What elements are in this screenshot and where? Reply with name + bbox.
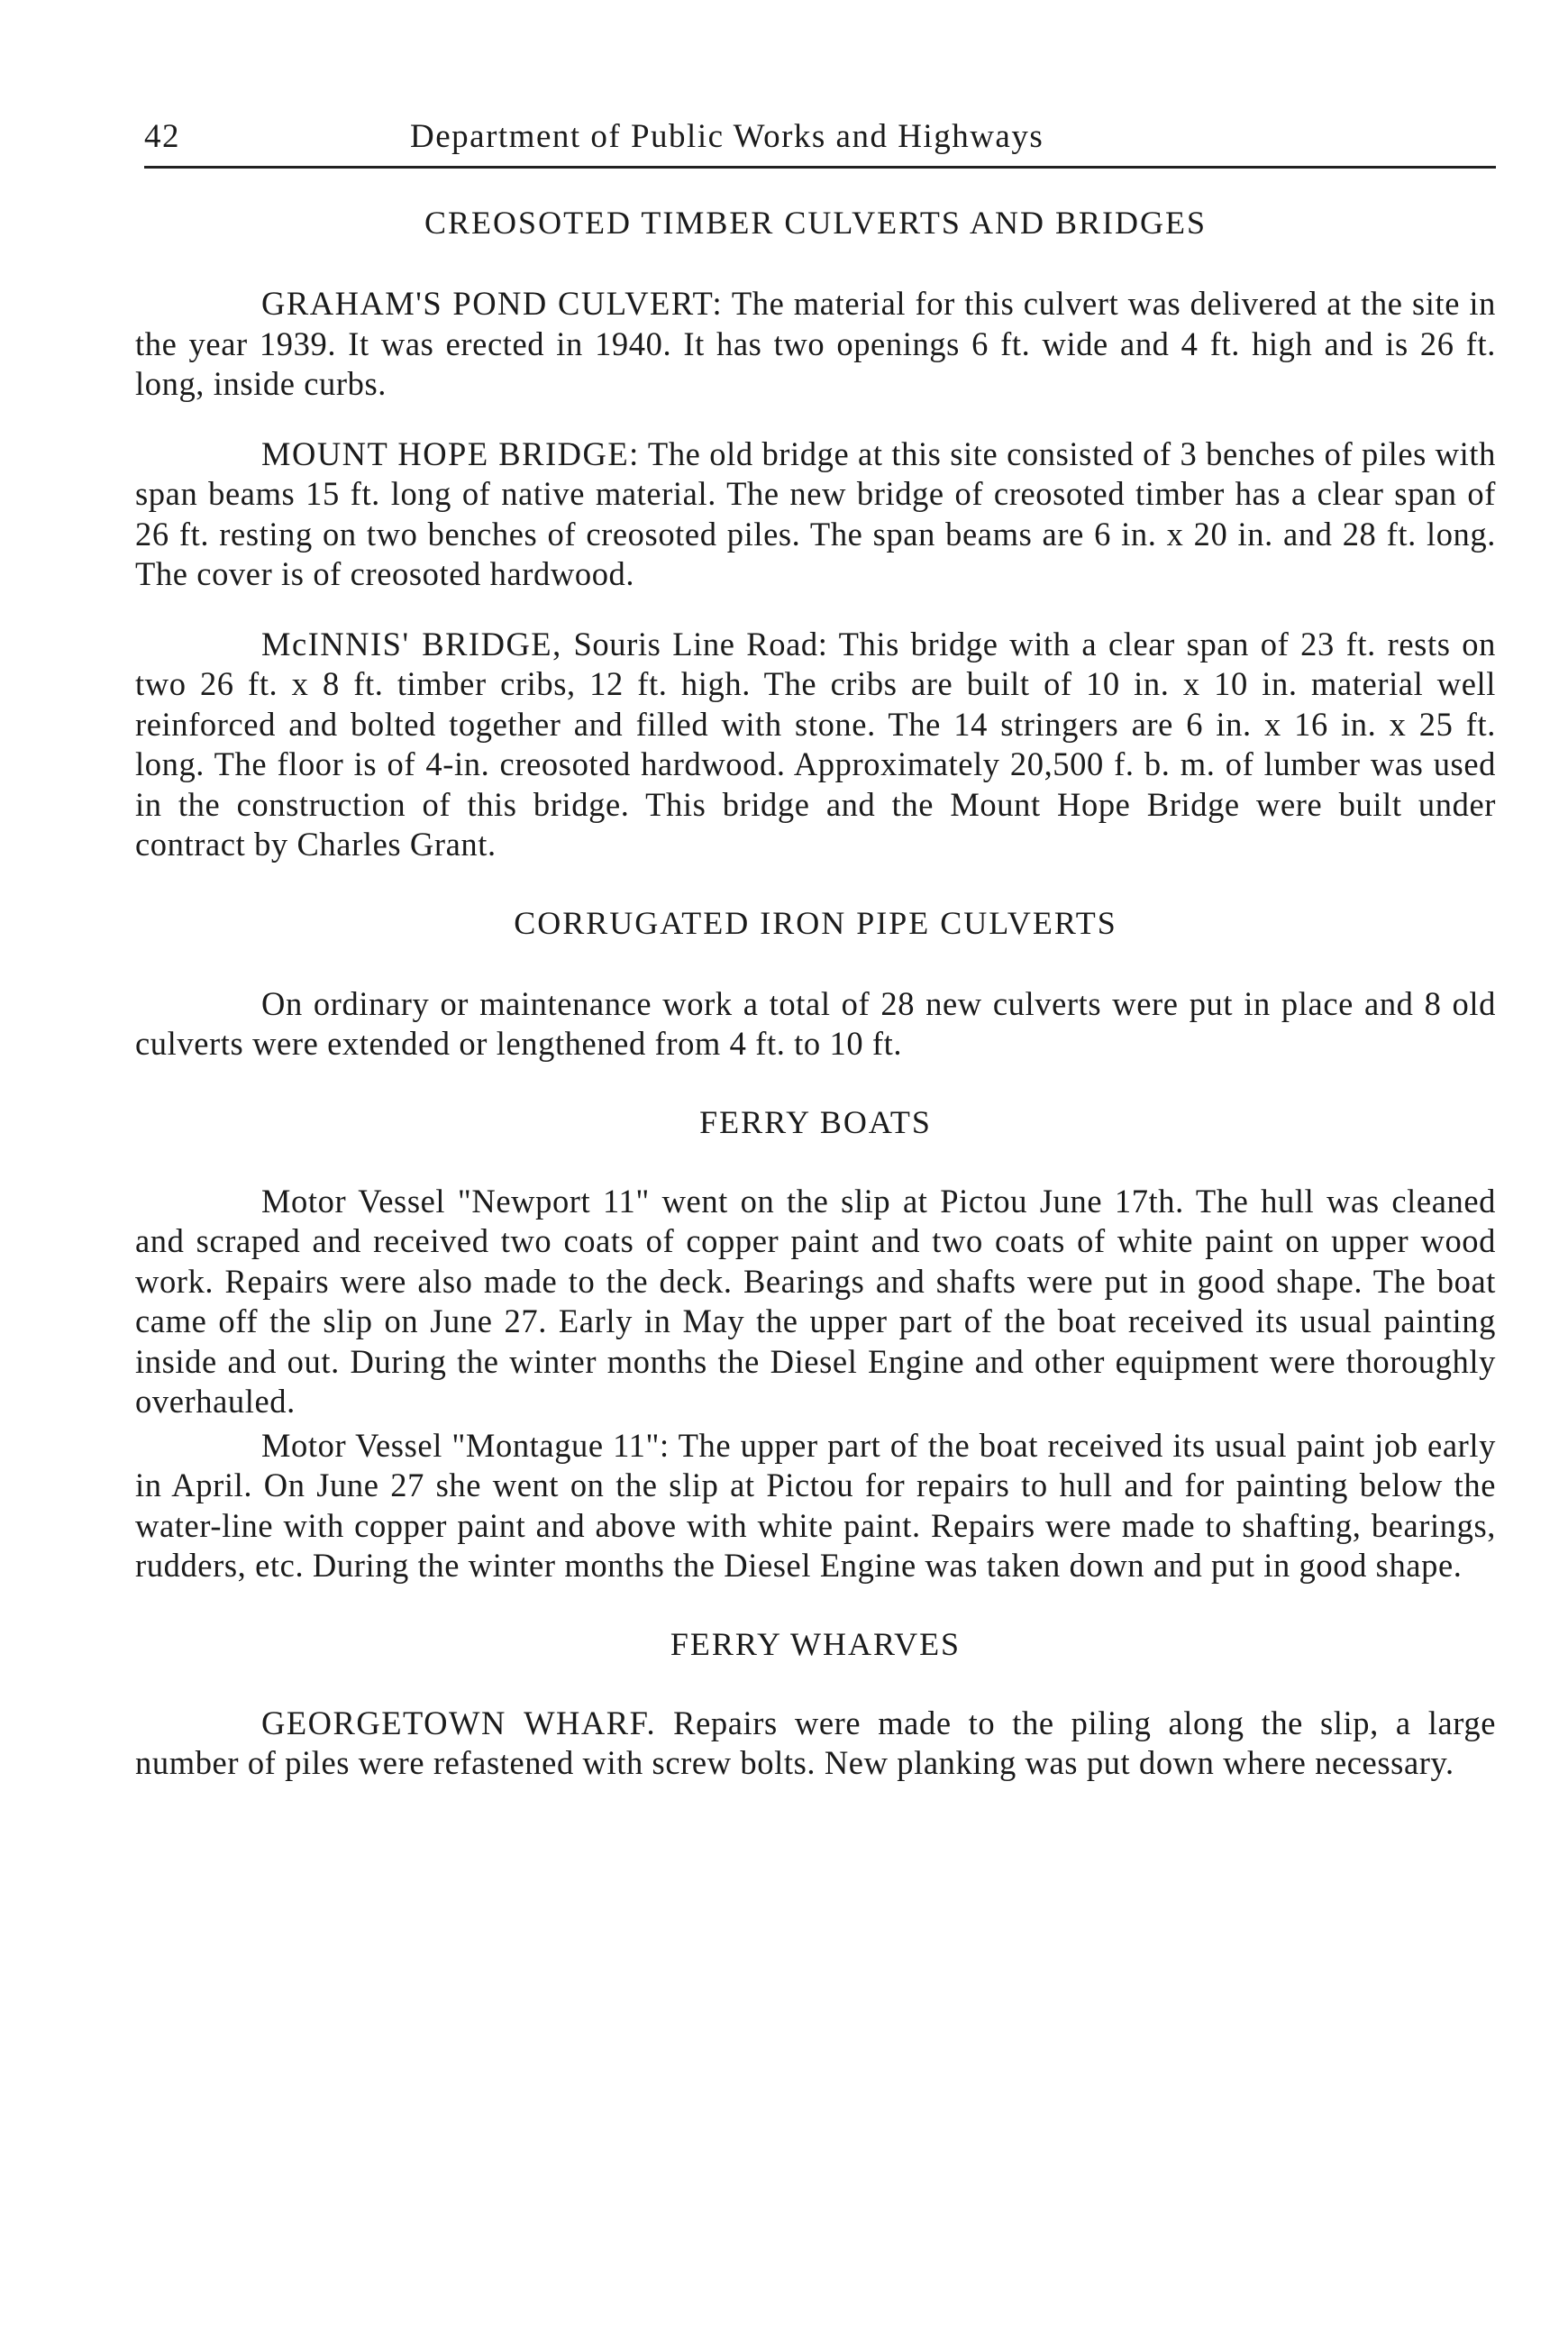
paragraph-text: Souris Line Road: This bridge with a clear span of 23 ft. rests on two 26 ft. x 8 ft. timber cribs, 12 ft. high. The cribs are built of 10 in. x 10 in. material well reinforced and bolted together and filled with stone. The 14 stringers are 6 in. x 16 in. x 25 ft. long. The floor is of 4-in. creosoted hardwood. Approximately 20,500 f. b. m. of lumber was used in the construction of this bridge. This bridge and the Mount Hope Bridge were built under contract by Charles Grant. [135, 625, 1497, 863]
paragraph-text: Repairs were made to the piling along the slip, a large number of piles were refastened with screw bolts. New planking was put down where necessary. [135, 1704, 1496, 1781]
paragraph-text: Motor Vessel "Montague 11": The upper part of the boat received its usual paint job early in April. On June 27 she went on the slip at Pictou for repairs to hull and for painting below the water-line with copper paint and above with white paint. Repairs were made to shafting, bearings, rudders, etc. During the winter months the Diesel Engine was taken down and put in good shape. [135, 1426, 1496, 1584]
paragraph-pipe-culverts [135, 984, 1496, 1064]
paragraph-montague-vessel [135, 1426, 1496, 1586]
paragraph-newport-vessel [135, 1182, 1496, 1422]
section-heading-ferry-wharves: FERRY WHARVES [670, 1625, 962, 1662]
section-heading-creosoted-timber: CREOSOTED TIMBER CULVERTS AND BRIDGES [424, 205, 1207, 241]
section-heading-corrugated-iron: CORRUGATED IRON PIPE CULVERTS [514, 904, 1117, 941]
page-number: 42 [144, 118, 180, 155]
running-title: Department of Public Works and Highways [410, 118, 1044, 155]
paragraph-mount-hope-bridge [135, 434, 1496, 595]
paragraph-lead: MOUNT HOPE BRIDGE: [261, 434, 640, 472]
paragraph-text: Motor Vessel "Newport 11" went on the slip at Pictou June 17th. The hull was cleaned and scraped and received two coats of copper paint and two coats of white paint on upper wood work. Repairs were also made to the deck. Bearings and shafts were put in good shape. The boat came off the slip on June 27. Early in May the upper part of the boat received its usual painting inside and out. During the winter months the Diesel Engine and other equipment were thoroughly overhauled. [135, 1182, 1496, 1420]
paragraph-mcinnis-bridge [135, 625, 1496, 865]
header-rule [144, 166, 1496, 169]
running-header [135, 108, 1496, 164]
paragraph-text: The old bridge at this site consisted of 3 benches of piles with span beams 15 ft. long of native material. The new bridge of creosoted timber has a clear span of 26 ft. resting on two benches of creosoted piles. The span beams are 6 in. x 20 in. and 28 ft. long. The cover is of creosoted hardwood. [135, 434, 1496, 592]
paragraph-lead: GRAHAM'S POND CULVERT: [261, 285, 724, 322]
paragraph-text: The material for this culvert was delivered at the site in the year 1939. It was erected in 1940. It has two openings 6 ft. wide and 4 ft. high and is 26 ft. long, inside curbs. [135, 285, 1496, 402]
section-heading-ferry-boats: FERRY BOATS [699, 1103, 932, 1140]
paragraph-grahams-pond-culvert [135, 284, 1496, 405]
paragraph-georgetown-wharf [135, 1704, 1496, 1784]
paragraph-text: On ordinary or maintenance work a total of 28 new culverts were put in place and 8 old culverts were extended or lengthened from 4 ft. to 10 ft. [135, 984, 1496, 1062]
paragraph-lead: GEORGETOWN WHARF. [261, 1704, 657, 1741]
document-page [135, 108, 1496, 1784]
paragraph-lead: McINNIS' BRIDGE, [261, 625, 562, 662]
